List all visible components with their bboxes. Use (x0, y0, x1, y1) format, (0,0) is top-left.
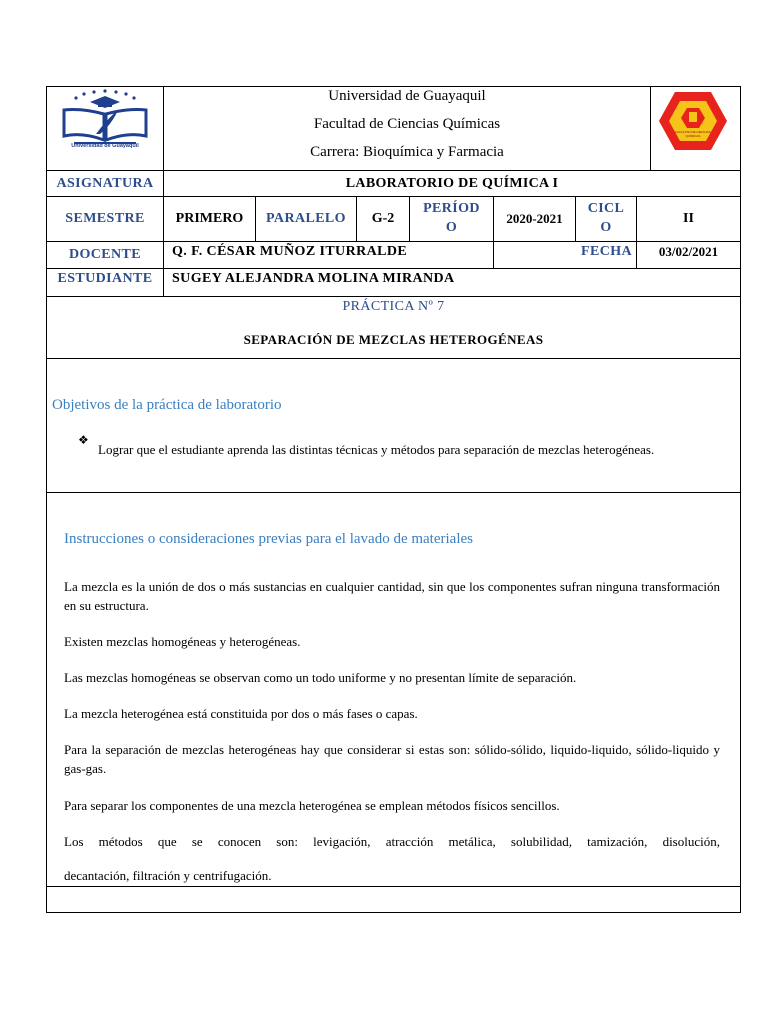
ciclo-label-line1: CICL (587, 201, 625, 216)
instructions-heading: Instrucciones o consideraciones previas para el lavado de materiales (64, 531, 473, 547)
faculty-name: Facultad de Ciencias Químicas (313, 115, 501, 132)
paragraph-heterogeneous: La mezcla heterogénea está constituida por dos o más fases o capas. (64, 706, 418, 721)
paragraph-separation-types-wrap (64, 740, 720, 778)
paragraph-homogeneous-wrap (64, 668, 720, 687)
career-name: Carrera: Bioquímica y Farmacia (310, 143, 504, 160)
objectives-bullet-icon: ❖ (78, 433, 89, 447)
periodo-value: 2020-2021 (506, 211, 563, 226)
semestre-value: PRIMERO (175, 211, 244, 226)
paragraph-separation-types: Para la separación de mezclas heterogéneas hay que considerar si estas son: sólido-sólido, liquido-liquido, sólido-liquido y gas-gas. (64, 742, 720, 776)
paragraph-heterogeneous-wrap (64, 704, 720, 723)
asignatura-label: ASIGNATURA (56, 175, 154, 191)
objectives-item-text: Lograr que el estudiante aprenda las distintas técnicas y métodos para separación de mezclas heterogéneas. (98, 442, 655, 457)
university-logo-caption: Universidad de Guayaquil (71, 143, 139, 149)
fecha-value: 03/02/2021 (658, 244, 719, 259)
objectives-item (98, 432, 732, 467)
paragraph-physical-methods: Para separar los componentes de una mezcla heterogénea se emplean métodos físicos sencillos. (64, 798, 560, 813)
periodo-label (410, 199, 493, 237)
paragraph-methods-list-line2-wrap (64, 866, 720, 885)
paragraph-mixture-definition: La mezcla es la unión de dos o más sustancias en cualquier cantidad, sin que los componentes sufran ninguna transformación en su estructura. (64, 579, 720, 613)
practice-number: PRÁCTICA Nº 7 (342, 299, 445, 314)
paragraph-mixture-types: Existen mezclas homogéneas y heterogéneas. (64, 634, 301, 649)
ciclo-value: II (683, 211, 694, 226)
practice-title: SEPARACIÓN DE MEZCLAS HETEROGÉNEAS (243, 332, 544, 347)
periodo-label-line2: O (445, 220, 458, 235)
paragraph-physical-methods-wrap (64, 796, 720, 815)
faculty-emblem-icon (657, 90, 729, 152)
university-logo (52, 88, 158, 168)
asignatura-value: LABORATORIO DE QUÍMICA I (345, 175, 559, 191)
estudiante-value: SUGEY ALEJANDRA MOLINA MIRANDA (172, 271, 455, 286)
paragraph-methods-list-wrap (64, 832, 720, 851)
paragraph-methods-list-line1: Los métodos que se conocen son: levigación, atracción metálica, solubilidad, tamización, disolución, (64, 834, 720, 849)
fecha-label: FECHA (581, 244, 632, 259)
instructions-body (64, 577, 720, 615)
paralelo-label: PARALELO (266, 211, 346, 226)
docente-value: Q. F. CÉSAR MUÑOZ ITURRALDE (172, 244, 408, 259)
semestre-label: SEMESTRE (65, 211, 145, 226)
estudiante-label: ESTUDIANTE (57, 271, 153, 286)
university-name: Universidad de Guayaquil (328, 87, 486, 104)
university-emblem-icon (52, 88, 158, 168)
paralelo-value: G-2 (371, 211, 395, 226)
ciclo-label (576, 199, 636, 237)
paragraph-types-wrap (64, 632, 720, 651)
faculty-logo (657, 90, 729, 152)
paragraph-homogeneous: Las mezclas homogéneas se observan como un todo uniforme y no presentan límite de separación. (64, 670, 577, 685)
ciclo-label-line2: O (600, 220, 612, 235)
paragraph-methods-list-line2: decantación, filtración y centrifugación. (64, 868, 272, 883)
periodo-label-line1: PERÍOD (423, 201, 480, 216)
faculty-logo-caption: FACULTAD DE CIENCIAS QUÍMICAS (675, 130, 711, 138)
docente-label: DOCENTE (68, 247, 142, 262)
objectives-heading: Objetivos de la práctica de laboratorio (52, 397, 282, 413)
